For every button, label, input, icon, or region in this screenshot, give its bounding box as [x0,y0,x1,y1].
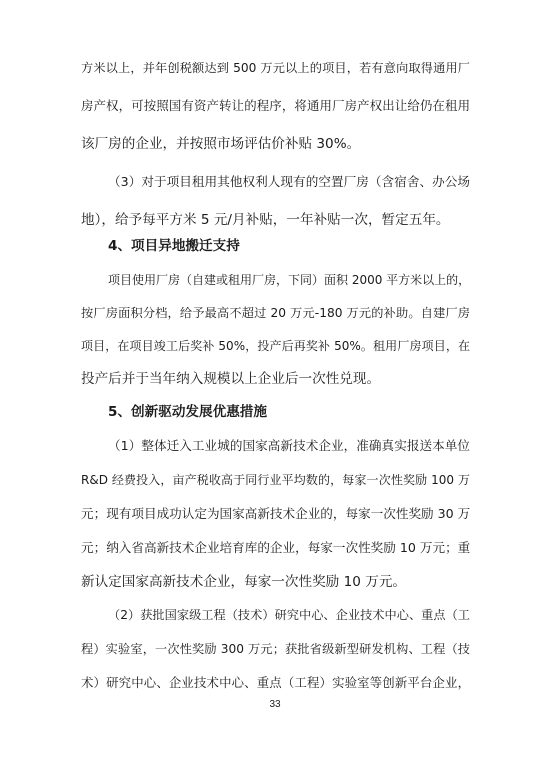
paragraph-line: 该厂房的企业，并按照市场评估价补贴 30%。 [81,136,361,152]
paragraph-line: 方米以上，并年创税额达到 500 万元以上的项目，若有意向取得通用厂 [81,61,470,75]
paragraph-line: （3）对于项目租用其他权利人现有的空置厂房（含宿舍、办公场 [108,174,470,189]
paragraph-line: 术）研究中心、企业技术中心、重点（工程）实验室等创新平台企业， [81,675,470,690]
paragraph-line: 房产权，可按照国有资产转让的程序，将通用厂房产权出让给仍在租用 [81,98,470,113]
section-heading: 5、创新驱动发展优惠措施 [108,404,267,420]
paragraph-line: 元；纳入省高新技术企业培育库的企业，每家一次性奖励 10 万元；重 [81,540,470,555]
paragraph-line: 元；现有项目成功认定为国家高新技术企业的，每家一次性奖励 30 万 [81,506,470,521]
paragraph-line: R&D 经费投入，亩产税收高于同行业平均数的，每家一次性奖励 100 万 [81,473,470,487]
section-heading: 4、项目异地搬迁支持 [108,238,240,254]
paragraph-line: 投产后并于当年纳入规模以上企业后一次性兑现。 [81,371,381,387]
paragraph-line: 项目使用厂房（自建或租用厂房，下同）面积 2000 平方米以上的， [108,273,470,287]
paragraph-line: 新认定国家高新技术企业，每家一次性奖励 10 万元。 [81,574,407,590]
paragraph-line: （2）获批国家级工程（技术）研究中心、企业技术中心、重点（工 [108,608,470,622]
paragraph-line: 项目，在项目竣工后奖补 50%，投产后再奖补 50%。租用厂房项目，在 [81,339,470,353]
paragraph-line: （1）整体迁入工业城的国家高新技术企业，准确真实报送本单位 [108,438,470,453]
page-number: 33 [269,699,281,710]
paragraph-line: 按厂房面积分档，给予最高不超过 20 万元-180 万元的补助。自建厂房 [81,306,470,320]
paragraph-line: 地），给予每平方米 5 元/月补贴，一年补贴一次，暂定五年。 [81,212,450,228]
paragraph-line: 程）实验室，一次性奖励 300 万元；获批省级新型研发机构、工程（技 [81,642,470,656]
